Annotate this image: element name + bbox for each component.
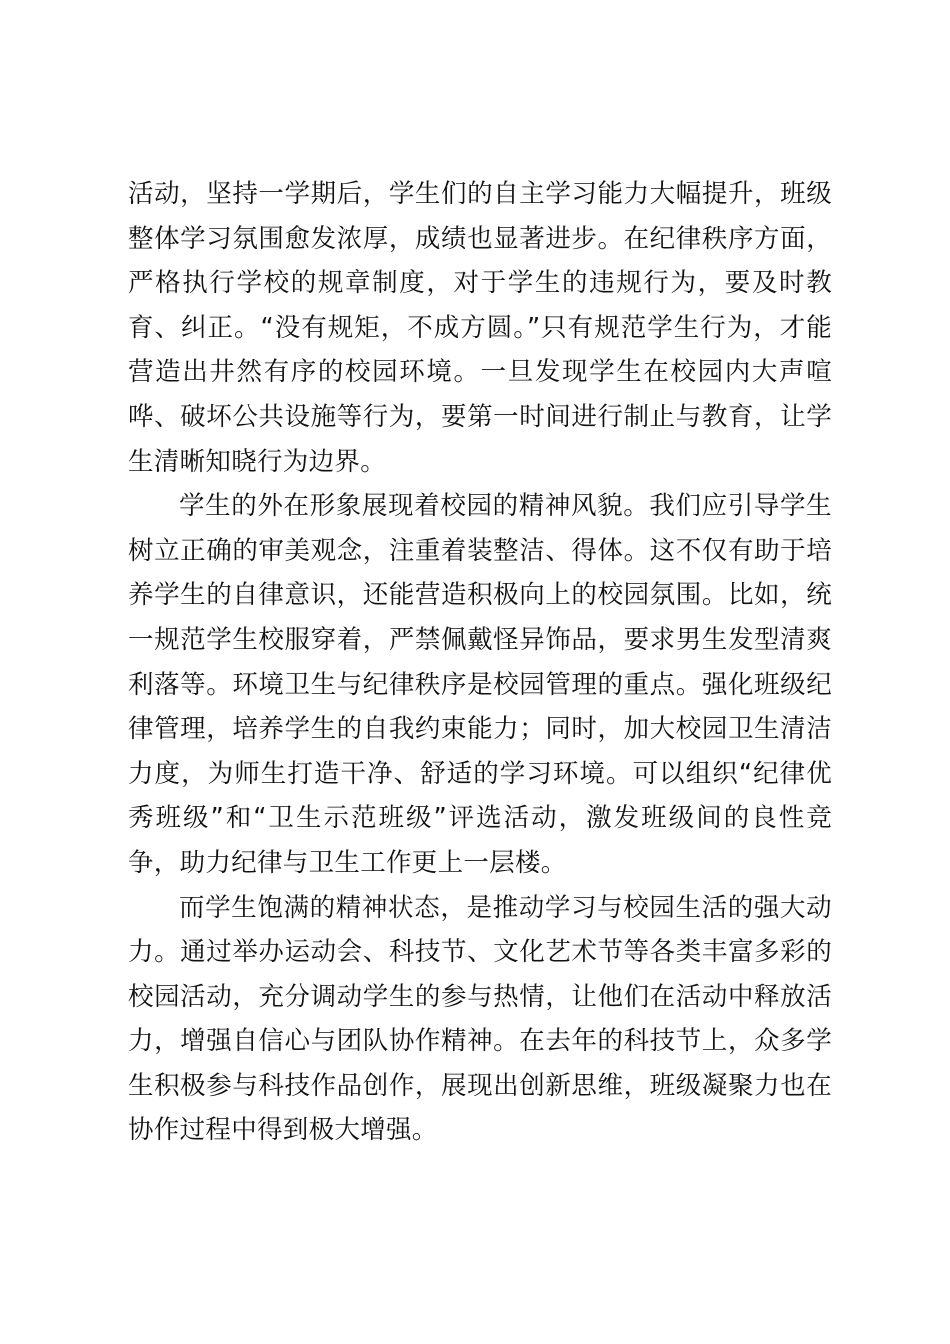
document-body — [128, 172, 832, 1153]
paragraph-2: 学生的外在形象展现着校园的精神风貌。我们应引导学生树立正确的审美观念，注重着装整洁、得体。这不仅有助于培养学生的自律意识，还能营造积极向上的校园氛围。比如，统一规范学生校服穿着，严禁佩戴怪异饰品，要求男生发型清爽利落等。环境卫生与纪律秩序是校园管理的重点。强化班级纪律管理，培养学生的自我约束能力；同时，加大校园卫生清洁力度，为师生打造干净、舒适的学习环境。可以组织“纪律优秀班级”和“卫生示范班级”评选活动，激发班级间的良性竞争，助力纪律与卫生工作更上一层楼。 — [128, 491, 832, 878]
paragraph-1: 活动，坚持一学期后，学生们的自主学习能力大幅提升，班级整体学习氛围愈发浓厚，成绩也显著进步。在纪律秩序方面，严格执行学校的规章制度，对于学生的违规行为，要及时教育、纠正。“没有规矩，不成方圆。”只有规范学生行为，才能营造出井然有序的校园环境。一旦发现学生在校园内大声喧哗、破坏公共设施等行为，要第一时间进行制止与教育，让学生清晰知晓行为边界。 — [128, 179, 832, 477]
paragraph-3: 而学生饱满的精神状态，是推动学习与校园生活的强大动力。通过举办运动会、科技节、文化艺术节等各类丰富多彩的校园活动，充分调动学生的参与热情，让他们在活动中释放活力，增强自信心与团队协作精神。在去年的科技节上，众多学生积极参与科技作品创作，展现出创新思维，班级凝聚力也在协作过程中得到极大增强。 — [128, 892, 832, 1146]
